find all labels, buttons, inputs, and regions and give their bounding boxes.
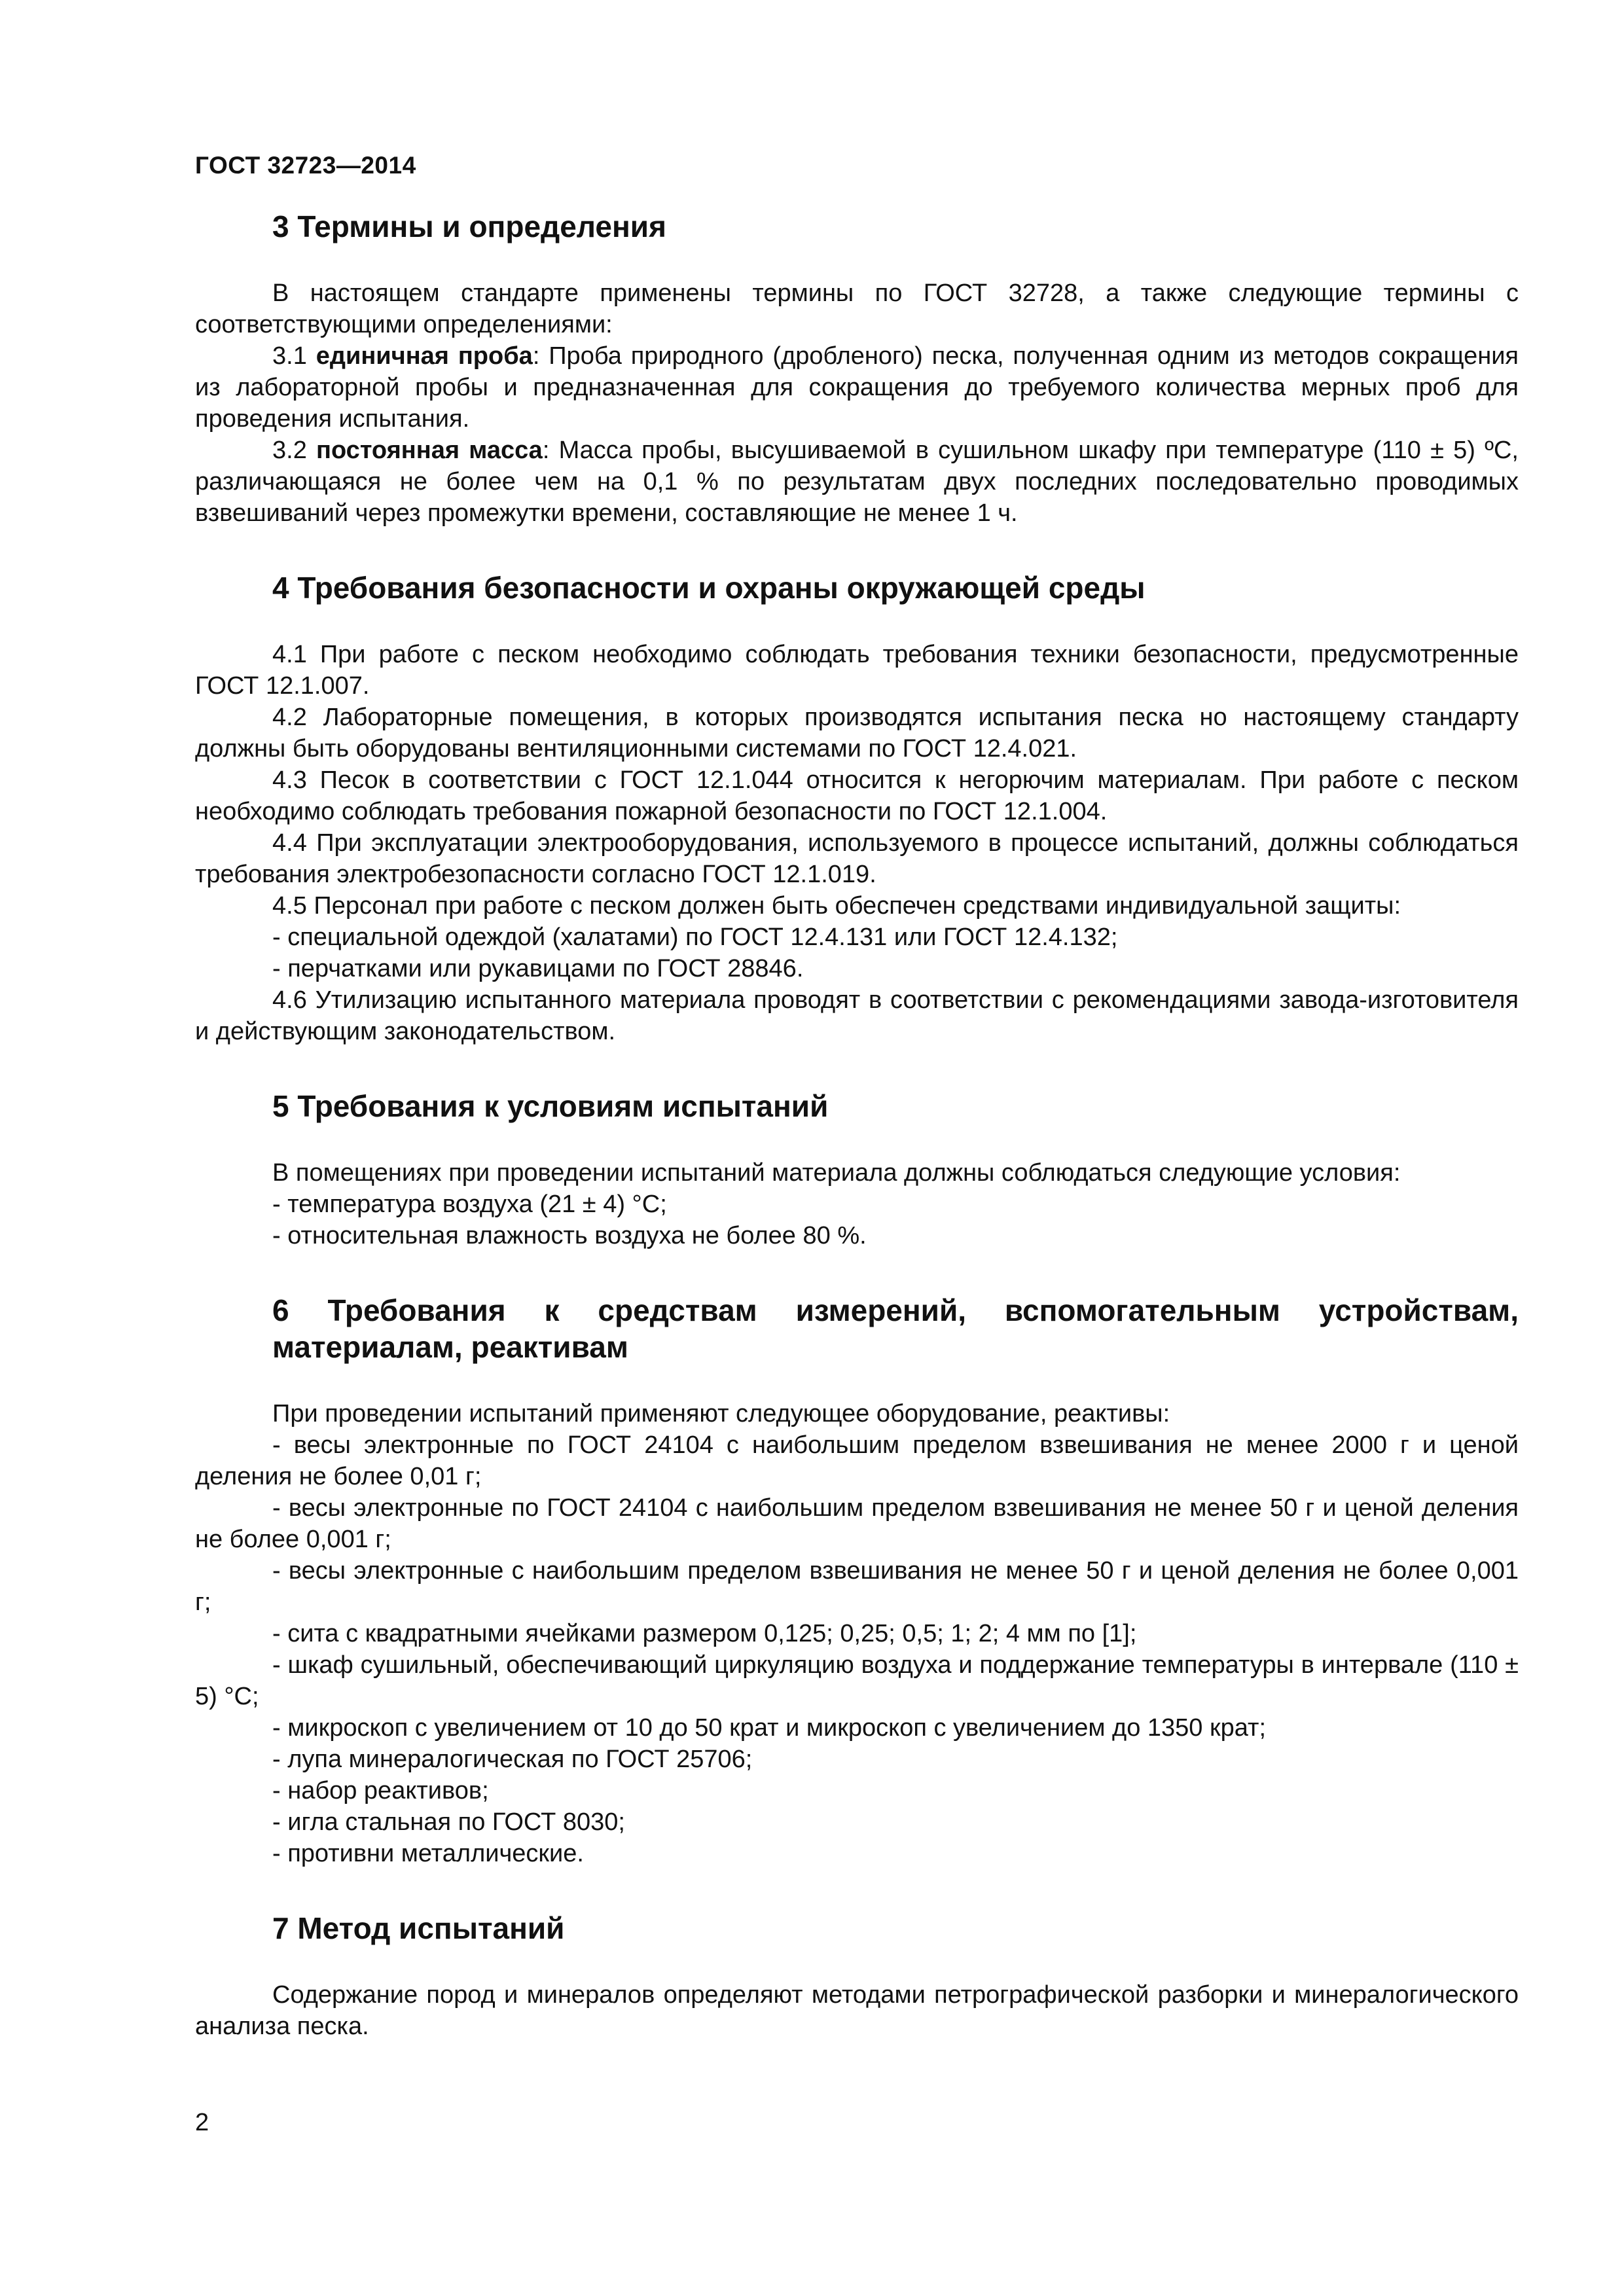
definition-number: 3.1 <box>272 342 316 370</box>
clause-4-2: 4.2 Лабораторные помещения, в которых производятся испытания песка но настоящему стандарту должны быть оборудованы вентиляционными системами по ГОСТ 12.4.021. <box>195 704 1519 762</box>
section-6-intro: При проведении испытаний применяют следующее оборудование, реактивы: <box>272 1400 1170 1427</box>
clause-4-6: 4.6 Утилизацию испытанного материала проводят в соответствии с рекомендациями завода-изготовителя и действующим законодательством. <box>195 986 1519 1045</box>
equipment-item: - противни металлические. <box>272 1840 584 1867</box>
clause-4-4: 4.4 При эксплуатации электрооборудования, используемого в процессе испытаний, должны соблюдаться требования электробезопасности согласно ГОСТ 12.1.019. <box>195 829 1519 888</box>
page-number: 2 <box>195 2109 209 2136</box>
equipment-item: - игла стальная по ГОСТ 8030; <box>272 1808 625 1836</box>
definition-term: постоянная масса <box>316 437 543 464</box>
section-3-title: 3 Термины и определения <box>272 209 666 243</box>
definition-term: единичная проба <box>316 342 533 370</box>
document-body <box>195 208 1519 2042</box>
clause-4-1: 4.1 При работе с песком необходимо соблюдать требования техники безопасности, предусмотренные ГОСТ 12.1.007. <box>195 641 1519 700</box>
section-7-text: Содержание пород и минералов определяют методами петрографической разборки и минералогического анализа песка. <box>195 1981 1519 2040</box>
section-5-intro: В помещениях при проведении испытаний материала должны соблюдаться следующие условия: <box>272 1159 1401 1187</box>
equipment-item: - шкаф сушильный, обеспечивающий циркуляцию воздуха и поддержание температуры в интервале (110 ± 5) °С; <box>195 1651 1519 1710</box>
clause-4-3: 4.3 Песок в соответствии с ГОСТ 12.1.044 относится к негорючим материалам. При работе с песком необходимо соблюдать требования пожарной безопасности по ГОСТ 12.1.004. <box>195 766 1519 825</box>
section-4-title: 4 Требования безопасности и охраны окружающей среды <box>272 571 1146 605</box>
equipment-item: - набор реактивов; <box>272 1777 489 1804</box>
equipment-item: - весы электронные с наибольшим пределом взвешивания не менее 50 г и ценой деления не более 0,001 г; <box>195 1557 1519 1616</box>
definition-number: 3.2 <box>272 437 317 464</box>
definition-3-1 <box>195 340 1519 435</box>
equipment-item: - микроскоп с увеличением от 10 до 50 крат и микроскоп с увеличением до 1350 крат; <box>272 1714 1266 1742</box>
list-item: - температура воздуха (21 ± 4) °С; <box>272 1191 667 1218</box>
section-7-title: 7 Метод испытаний <box>272 1911 565 1945</box>
section-3-intro: В настоящем стандарте применены термины по ГОСТ 32728, а также следующие термины с соответствующими определениями: <box>195 279 1519 338</box>
list-item: - специальной одеждой (халатами) по ГОСТ 12.4.131 или ГОСТ 12.4.132; <box>272 924 1118 951</box>
definition-text: : Масса пробы, высушиваемой в сушильном шкафу при температуре (110 ± 5) ºС, различающаяся не более чем на 0,1 % по результатам двух последних последовательно проводимых взвешиваний через промежутки времени, составляющие не менее 1 ч. <box>195 437 1519 527</box>
definition-text: : Проба природного (дробленого) песка, полученная одним из методов сокращения из лабораторной пробы и предназначенная для сокращения до требуемого количества мерных проб для проведения испытания. <box>195 342 1519 433</box>
list-item: - относительная влажность воздуха не более 80 %. <box>272 1222 867 1249</box>
section-6-title: 6 Требования к средствам измерений, вспомогательным устройствам, материалам, реактивам <box>272 1293 1519 1364</box>
equipment-item: - весы электронные по ГОСТ 24104 с наибольшим пределом взвешивания не менее 2000 г и ценой деления не более 0,01 г; <box>195 1431 1519 1490</box>
section-5-title: 5 Требования к условиям испытаний <box>272 1089 829 1123</box>
definition-3-2 <box>195 435 1519 529</box>
standard-code-header: ГОСТ 32723—2014 <box>195 152 416 179</box>
equipment-item: - лупа минералогическая по ГОСТ 25706; <box>272 1746 753 1773</box>
equipment-item: - сита с квадратными ячейками размером 0,125; 0,25; 0,5; 1; 2; 4 мм по [1]; <box>272 1620 1137 1647</box>
list-item: - перчатками или рукавицами по ГОСТ 28846. <box>272 955 804 982</box>
equipment-item: - весы электронные по ГОСТ 24104 с наибольшим пределом взвешивания не менее 50 г и ценой деления не более 0,001 г; <box>195 1494 1519 1553</box>
clause-4-5: 4.5 Персонал при работе с песком должен быть обеспечен средствами индивидуальной защиты: <box>272 892 1401 920</box>
